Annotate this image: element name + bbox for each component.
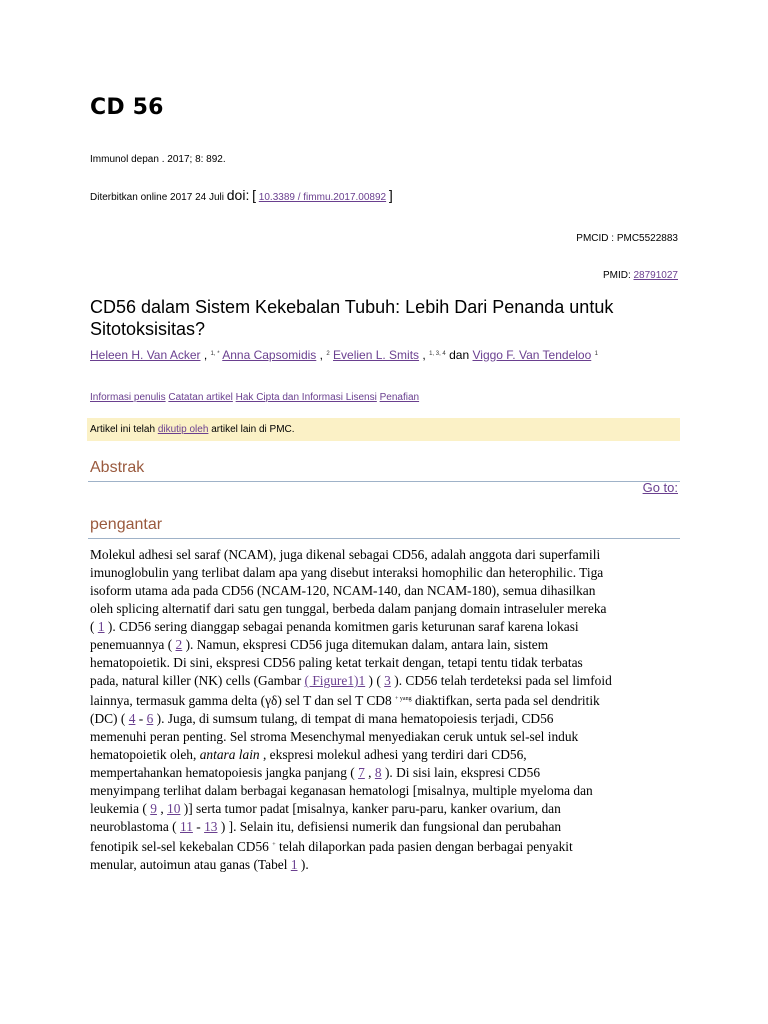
body-line: penemuannya ( 2 ). Namun, ekspresi CD56 juga ditemukan dalam, antara lain, sistem xyxy=(90,637,549,652)
section-divider xyxy=(88,538,680,539)
section-divider xyxy=(88,481,680,482)
body-line: menyimpang terlihat dalam berbagai keganasan hematologi [misalnya, multiple myeloma dan xyxy=(90,783,593,798)
cited-by-link[interactable]: dikutip oleh xyxy=(157,424,209,435)
body-line: menular, autoimun atau ganas (Tabel 1 ). xyxy=(90,857,309,872)
author-link[interactable]: Evelien L. Smits xyxy=(333,348,420,362)
reference-link[interactable]: 10 xyxy=(167,801,181,816)
body-line: (DC) ( 4 - 6 ). Juga, di sumsum tulang, di tempat di mana hematopoiesis terjadi, CD56 xyxy=(90,711,554,726)
pub-date: Diterbitkan online 2017 24 Juli xyxy=(90,192,224,203)
copyright-license-link[interactable]: Hak Cipta dan Informasi Lisensi xyxy=(235,392,377,403)
pmid-link[interactable]: 28791027 xyxy=(633,270,678,281)
reference-link[interactable]: 1 xyxy=(97,619,105,634)
goto-link[interactable]: Go to: xyxy=(642,480,678,495)
author-affiliation: 2 xyxy=(326,351,330,357)
cited-by-pre: Artikel ini telah xyxy=(90,424,156,435)
doi-label: doi: xyxy=(226,187,250,203)
body-line: fenotipik sel-sel kekebalan CD56 + telah dilaporkan pada pasien dengan berbagai penyakit xyxy=(90,839,573,854)
pmcid: PMCID : PMC5522883 xyxy=(576,233,678,244)
author-list xyxy=(90,348,598,362)
table-link[interactable]: 1 xyxy=(290,857,298,872)
author-link[interactable]: Anna Capsomidis xyxy=(222,348,317,362)
reference-link[interactable]: 13 xyxy=(204,819,218,834)
body-line: hematopoietik oleh, antara lain , ekspresi molekul adhesi yang terdiri dari CD56, xyxy=(90,747,527,762)
introduction-heading: pengantar xyxy=(90,516,163,533)
body-line: lainnya, termasuk gamma delta (γδ) sel T dan sel T CD8 $^{+ yang}$ diaktifkan, serta pada sel dendritik xyxy=(90,693,600,708)
body-line: memenuhi peran penting. Sel stroma Mesenchymal menyediakan ceruk untuk sel-sel induk xyxy=(90,729,579,744)
author-separator: , xyxy=(319,348,323,362)
pmid-label: PMID: xyxy=(602,270,631,281)
doi-open-bracket: [ xyxy=(252,187,257,203)
journal-citation: Immunol depan . 2017; 8: 892. xyxy=(90,154,226,165)
figure-link[interactable]: ( Figure1)1 xyxy=(304,673,366,688)
cited-by-post: artikel lain di PMC. xyxy=(211,424,295,435)
abstract-heading: Abstrak xyxy=(90,459,145,476)
body-line: mempertahankan hematopoiesis jangka panjang ( 7 , 8 ). Di sisi lain, ekspresi CD56 xyxy=(90,765,541,780)
reference-link[interactable]: 7 xyxy=(358,765,365,780)
body-line: pada, natural killer (NK) cells (Gambar ( Figure1)1 ) ( 3 ). CD56 telah terdeteksi pada sel limfoid xyxy=(90,673,612,688)
body-line: isoform utama ada pada CD56 (NCAM-120, NCAM-140, dan NCAM-180), semua dihasilkan xyxy=(90,583,596,598)
body-line: oleh splicing alternatif dari satu gen tunggal, berbeda dalam panjang domain intraseluler mereka xyxy=(90,601,607,616)
disclaimer-link[interactable]: Penafian xyxy=(379,392,420,403)
author-separator: , xyxy=(203,348,208,362)
reference-link[interactable]: 4 xyxy=(128,711,136,726)
body-line: imunoglobulin yang terlibat dalam apa yang disebut interaksi homophilic dan heterophilic. Tiga xyxy=(90,565,604,580)
article-notes-link[interactable]: Catatan artikel xyxy=(168,392,233,403)
author-affiliation: 1, 3, 4 xyxy=(429,351,446,357)
introduction-body xyxy=(90,546,690,874)
author-separator: , xyxy=(422,348,426,362)
reference-link[interactable]: 6 xyxy=(146,711,154,726)
doi-close-bracket: ] xyxy=(388,187,393,203)
reference-link[interactable]: 2 xyxy=(175,637,183,652)
reference-link[interactable]: 8 xyxy=(374,765,382,780)
doi-link[interactable]: 10.3389 / fimmu.2017.00892 xyxy=(258,192,387,203)
author-info-link[interactable]: Informasi penulis xyxy=(90,392,166,403)
article-info-links xyxy=(90,392,419,403)
author-link[interactable]: Viggo F. Van Tendeloo xyxy=(472,348,592,362)
reference-link[interactable]: 11 xyxy=(180,819,193,834)
reference-link[interactable]: 9 xyxy=(150,801,157,816)
publication-line xyxy=(90,187,393,203)
author-link[interactable]: Heleen H. Van Acker xyxy=(90,348,201,362)
body-line: Molekul adhesi sel saraf (NCAM), juga dikenal sebagai CD56, adalah anggota dari superfamili xyxy=(90,547,601,562)
cited-by-notice xyxy=(87,418,680,441)
body-line: neuroblastoma ( 11 - 13 ) ]. Selain itu, defisiensi numerik dan fungsional dan perubahan xyxy=(90,819,562,834)
document-title: CD 56 xyxy=(90,95,164,120)
author-affiliation: 1, * xyxy=(210,351,220,357)
body-line: leukemia ( 9 , 10 )] serta tumor padat [misalnya, kanker paru-paru, kanker ovarium, dan xyxy=(90,801,561,816)
body-line: hematopoietik. Di sini, ekspresi CD56 paling ketat terkait dengan, tetapi tentu tidak terbatas xyxy=(90,655,583,670)
author-affiliation: 1 xyxy=(594,351,598,357)
author-conjunction: dan xyxy=(449,348,470,362)
article-title: CD56 dalam Sistem Kekebalan Tubuh: Lebih Dari Penanda untuk Sitotoksisitas? xyxy=(90,297,614,339)
reference-link[interactable]: 3 xyxy=(384,673,391,688)
body-line: ( 1 ). CD56 sering dianggap sebagai penanda komitmen garis keturunan saraf karena lokasi xyxy=(90,619,579,634)
pmid xyxy=(603,270,678,281)
